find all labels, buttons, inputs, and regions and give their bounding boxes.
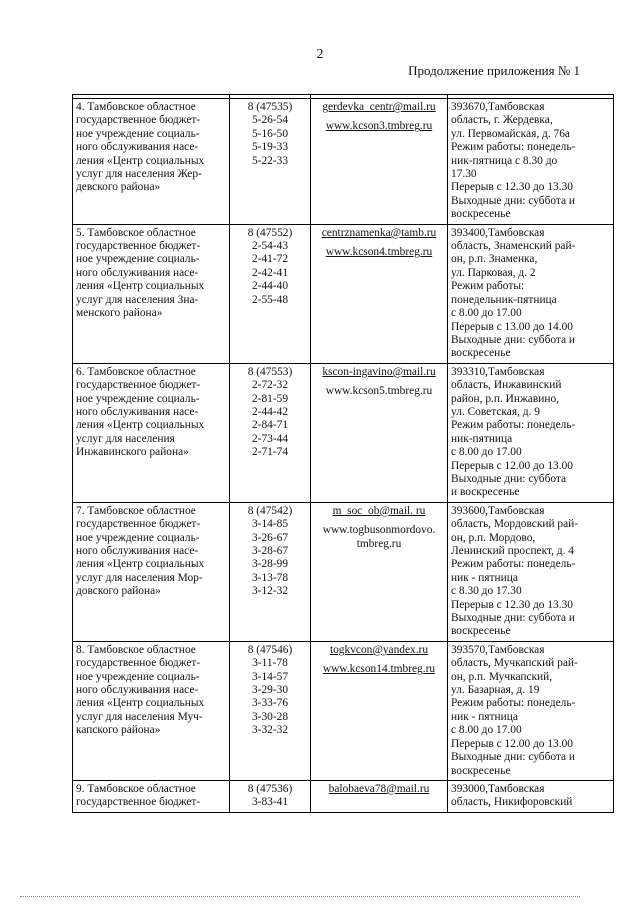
phone-number: 2-42-41 xyxy=(251,266,289,279)
address-cell xyxy=(448,780,614,812)
organization-name-line: государственное бюджет- xyxy=(76,657,201,670)
organization-name-line: ное учреждение социаль- xyxy=(76,127,200,140)
organization-cell xyxy=(73,99,230,225)
address-line: Режим работы: понедель- xyxy=(451,558,576,571)
organization-name-line: 4. Тамбовское областное xyxy=(76,101,196,113)
phone-number: 3-12-32 xyxy=(251,585,289,598)
organization-name-line: ное учреждение социаль- xyxy=(76,253,200,266)
organization-name-line: ления «Центр социальных xyxy=(76,558,205,571)
phone-number: 5-22-33 xyxy=(251,154,289,167)
address-line: ул. Парковая, д. 2 xyxy=(451,266,536,279)
address-line: ник - пятница xyxy=(451,710,518,723)
organization-name-line: услуг для населения Мор- xyxy=(76,571,203,584)
contacts-table xyxy=(72,94,614,813)
organization-name-line: ного обслуживания насе- xyxy=(76,141,199,154)
address-line: Режим работы: понедель- xyxy=(451,697,576,710)
address-cell xyxy=(448,502,614,641)
organization-name-line: государственное бюджет- xyxy=(76,240,201,253)
phone-number: 8 (47542) xyxy=(247,504,293,517)
organization-name-line: услуг для населения Зна- xyxy=(76,293,199,306)
address-cell xyxy=(448,224,614,363)
organization-name-line: ного обслуживания насе- xyxy=(76,545,199,557)
phone-number: 3-30-28 xyxy=(251,710,289,723)
organization-name-line: девского района» xyxy=(76,181,161,194)
page-bottom-divider xyxy=(20,896,580,897)
address-line: Режим работы: понедель- xyxy=(451,419,576,432)
phone-number: 2-41-72 xyxy=(251,253,289,266)
website-link[interactable]: www.kcson4.tmbreg.ru xyxy=(325,246,433,259)
address-line: Выходные дни: суббота xyxy=(451,472,567,485)
phone-number: 5-16-50 xyxy=(251,127,289,140)
organization-cell xyxy=(73,363,230,502)
contacts-table-body xyxy=(73,95,614,813)
organization-cell xyxy=(73,780,230,812)
address-line: область, г. Жердевка, xyxy=(451,114,553,127)
website-link[interactable]: www.kcson3.tmbreg.ru xyxy=(325,120,433,133)
address-line: область, Никифоровский xyxy=(451,796,573,809)
address-cell xyxy=(448,99,614,225)
phone-number: 2-72-32 xyxy=(251,379,289,392)
address-line: Режим работы: xyxy=(451,280,525,293)
organization-name-line: ного обслуживания насе- xyxy=(76,684,199,697)
address-line: Режим работы: понедель- xyxy=(451,141,576,154)
contacts-cell xyxy=(311,363,448,502)
phone-number: 2-81-59 xyxy=(251,392,289,405)
organization-name-line: ного обслуживания насе- xyxy=(76,266,199,279)
address-cell xyxy=(448,363,614,502)
phone-number: 3-32-32 xyxy=(251,724,289,737)
address-line: воскресенье xyxy=(451,764,511,777)
organization-name-line: государственное бюджет- xyxy=(76,518,201,531)
phones-cell xyxy=(230,224,311,363)
address-cell xyxy=(448,641,614,780)
website-link[interactable]: tmbreg.ru xyxy=(356,537,402,550)
organization-cell xyxy=(73,224,230,363)
website-link[interactable]: www.kcson5.tmbreg.ru xyxy=(325,385,433,398)
address-line: ник-пятница xyxy=(451,432,513,445)
website-link[interactable]: www.kcson14.tmbreg.ru xyxy=(322,663,436,676)
organization-name-line: ного обслуживания насе- xyxy=(76,405,199,418)
address-line: Перерыв с 12.30 до 13.30 xyxy=(451,598,573,611)
organization-cell xyxy=(73,502,230,641)
contacts-cell xyxy=(311,641,448,780)
table-row xyxy=(73,224,614,363)
address-line: 393570,Тамбовская xyxy=(451,643,545,656)
organization-name-line: государственное бюджет- xyxy=(76,796,201,809)
address-line: воскресенье xyxy=(451,625,511,638)
address-line: с 8.00 до 17.00 xyxy=(451,446,522,459)
phone-number: 2-44-40 xyxy=(251,280,289,293)
phones-cell xyxy=(230,502,311,641)
email-link[interactable]: m_soc_ob@mail. ru xyxy=(332,504,426,517)
address-line: ул. Первомайская, д. 76а xyxy=(451,127,570,140)
phone-number: 5-19-33 xyxy=(251,141,289,154)
organization-name-line: ления «Центр социальных xyxy=(76,154,205,167)
phone-number: 8 (47535) xyxy=(247,101,293,113)
phone-number: 3-14-57 xyxy=(251,670,289,683)
phone-number: 3-28-99 xyxy=(251,558,289,571)
email-link[interactable]: gerdevka_centr@mail.ru xyxy=(322,101,436,113)
phone-number: 3-83-41 xyxy=(251,796,289,809)
address-line: область, Знаменский рай- xyxy=(451,240,576,253)
organization-name-line: услуг для населения xyxy=(76,432,175,445)
address-line: Ленинский проспект, д. 4 xyxy=(451,545,574,557)
phone-number: 8 (47552) xyxy=(247,226,293,239)
address-line: область, Мучкапский рай- xyxy=(451,657,578,670)
phone-number: 3-29-30 xyxy=(251,684,289,697)
phones-cell xyxy=(230,641,311,780)
address-line: 393600,Тамбовская xyxy=(451,504,545,517)
organization-cell xyxy=(73,641,230,780)
organization-name-line: ления «Центр социальных xyxy=(76,280,205,293)
address-line: район, р.п. Инжавино, xyxy=(451,392,560,405)
organization-name-line: Инжавинского района» xyxy=(76,446,189,459)
address-line: понедельник-пятница xyxy=(451,293,557,306)
table-row xyxy=(73,641,614,780)
email-link[interactable]: centrznamenka@tamb.ru xyxy=(321,226,437,239)
phone-number: 2-73-44 xyxy=(251,432,289,445)
organization-name-line: государственное бюджет- xyxy=(76,379,201,392)
address-line: Выходные дни: суббота и xyxy=(451,612,576,625)
address-line: Перерыв с 12.30 до 13.30 xyxy=(451,181,573,194)
page-number: 2 xyxy=(316,47,324,62)
contacts-cell xyxy=(311,780,448,812)
phones-cell xyxy=(230,363,311,502)
address-line: он, р.п. Знаменка, xyxy=(451,253,538,266)
phone-number: 2-55-48 xyxy=(251,293,289,306)
phone-number: 8 (47546) xyxy=(247,643,293,656)
organization-name-line: ное учреждение социаль- xyxy=(76,392,200,405)
address-line: область, Инжавинский xyxy=(451,379,562,392)
organization-name-line: довского района» xyxy=(76,585,161,598)
organization-name-line: 8. Тамбовское областное xyxy=(76,643,196,656)
table-row xyxy=(73,99,614,225)
organization-name-line: ное учреждение социаль- xyxy=(76,670,200,683)
phone-number: 8 (47553) xyxy=(247,365,293,378)
organization-name-line: 7. Тамбовское областное xyxy=(76,504,196,517)
address-line: ник-пятница с 8.30 до xyxy=(451,154,558,167)
address-line: с 8.30 до 17.30 xyxy=(451,585,522,598)
address-line: ул. Советская, д. 9 xyxy=(451,405,540,418)
organization-name-line: услуг для населения Муч- xyxy=(76,710,203,723)
address-line: Выходные дни: суббота и xyxy=(451,333,576,346)
email-link[interactable]: togkvcon@yandex.ru xyxy=(329,643,429,656)
organization-name-line: ления «Центр социальных xyxy=(76,697,205,710)
address-line: с 8.00 до 17.00 xyxy=(451,307,522,320)
phones-cell xyxy=(230,780,311,812)
address-line: область, Мордовский рай- xyxy=(451,518,579,531)
contacts-cell xyxy=(311,99,448,225)
phones-cell xyxy=(230,99,311,225)
address-line: он, р.п. Мордово, xyxy=(451,531,536,544)
address-line: Перерыв с 12.00 до 13.00 xyxy=(451,459,573,472)
organization-name-line: 6. Тамбовское областное xyxy=(76,365,196,378)
address-line: Перерыв с 13.00 до 14.00 xyxy=(451,320,573,333)
address-line: он, р.п. Мучкапский, xyxy=(451,670,553,683)
phone-number: 3-11-78 xyxy=(252,657,288,670)
contacts-cell xyxy=(311,502,448,641)
address-line: и воскресенье xyxy=(451,486,520,499)
phone-number: 2-44-42 xyxy=(251,405,289,418)
organization-name-line: капского района» xyxy=(76,724,161,737)
email-link[interactable]: kscon-ingavino@mail.ru xyxy=(322,365,436,378)
phone-number: 3-14-85 xyxy=(251,518,289,531)
email-link[interactable]: balobaeva78@mail.ru xyxy=(328,782,430,795)
address-line: ник - пятница xyxy=(451,571,518,584)
website-link[interactable]: www.togbusonmordovo. xyxy=(322,524,436,537)
address-line: Выходные дни: суббота и xyxy=(451,194,576,207)
address-line: 17.30 xyxy=(451,168,477,181)
table-row xyxy=(73,502,614,641)
organization-name-line: ное учреждение социаль- xyxy=(76,531,200,544)
address-line: 393400,Тамбовская xyxy=(451,226,545,239)
phone-number: 2-54-43 xyxy=(251,240,289,253)
phone-number: 8 (47536) xyxy=(247,782,293,795)
table-row xyxy=(73,363,614,502)
address-line: 393310,Тамбовская xyxy=(451,365,545,378)
address-line: воскресенье xyxy=(451,347,511,360)
phone-number: 2-84-71 xyxy=(251,419,289,432)
phone-number: 3-28-67 xyxy=(251,545,289,557)
phone-number: 5-26-54 xyxy=(251,114,289,127)
organization-name-line: 9. Тамбовское областное xyxy=(76,782,196,795)
phone-number: 3-33-76 xyxy=(251,697,289,710)
appendix-continuation-note: Продолжение приложения № 1 xyxy=(408,63,580,78)
organization-name-line: государственное бюджет- xyxy=(76,114,201,127)
phone-number: 2-71-74 xyxy=(251,446,289,459)
address-line: с 8.00 до 17.00 xyxy=(451,724,522,737)
organization-name-line: 5. Тамбовское областное xyxy=(76,226,196,239)
table-row xyxy=(73,780,614,812)
organization-name-line: услуг для населения Жер- xyxy=(76,168,202,181)
phone-number: 3-26-67 xyxy=(251,531,289,544)
address-line: 393670,Тамбовская xyxy=(451,101,545,113)
address-line: Перерыв с 12.00 до 13.00 xyxy=(451,737,573,750)
address-line: воскресенье xyxy=(451,208,511,221)
address-line: Выходные дни: суббота и xyxy=(451,751,576,764)
address-line: 393000,Тамбовская xyxy=(451,782,545,795)
organization-name-line: менского района» xyxy=(76,307,163,320)
phone-number: 3-13-78 xyxy=(251,571,289,584)
organization-name-line: ления «Центр социальных xyxy=(76,419,205,432)
address-line: ул. Базарная, д. 19 xyxy=(451,684,540,697)
contacts-cell xyxy=(311,224,448,363)
